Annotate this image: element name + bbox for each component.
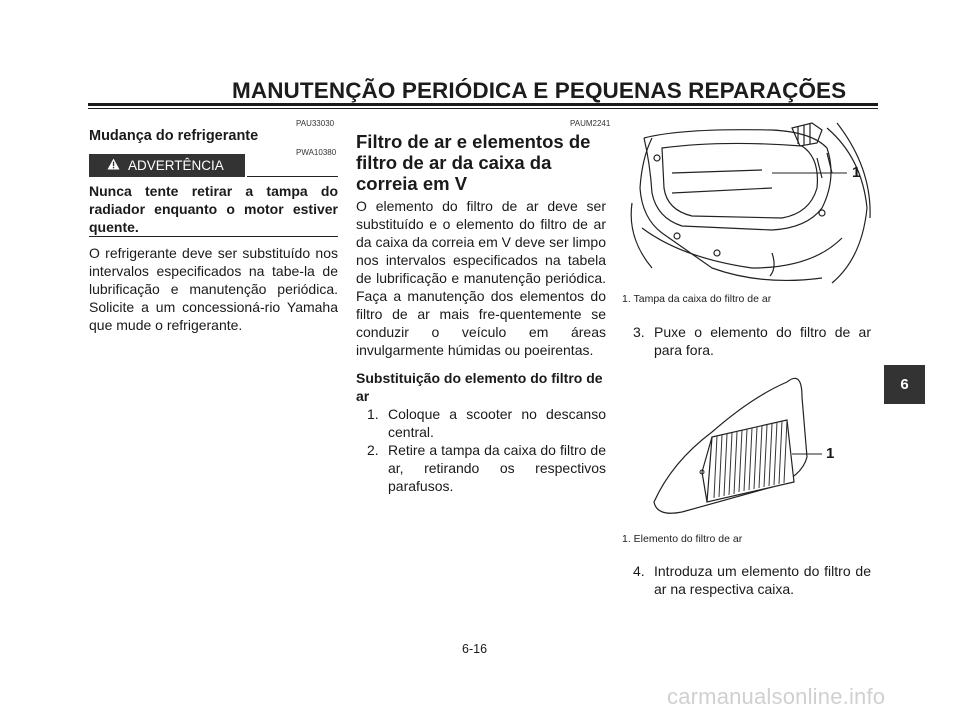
section-code: PAUM2241 [570, 119, 611, 128]
subsection-heading: Substituição do elemento do filtro de ar [356, 370, 603, 404]
step-number: 1. [367, 406, 379, 422]
scooter-drawing [622, 118, 872, 286]
section-heading: Mudança do refrigerante [89, 128, 259, 144]
chapter-tab: 6 [884, 365, 925, 404]
header-rule-thin [88, 108, 878, 109]
air-filter-body-text: O elemento do filtro de ar deve ser substituído e o elemento do filtro de ar da caixa da correia em V deve ser limpo nos intervalos especificados na tabela de lubrificação e manutenção periódica. Faça a manutenção dos elementos do filtro de ar mais fre-quentemente se conduzir o veículo em áreas invulgarmente húmidas ou poeirentas. [356, 198, 606, 358]
warning-label: ADVERTÊNCIA [128, 158, 224, 173]
figure-caption: 1. Elemento do filtro de ar [622, 533, 743, 545]
step-item [633, 562, 871, 598]
figure-air-filter-case-cover [622, 118, 872, 286]
step-text: Introduza um elemento do filtro de ar na respectiva caixa. [654, 563, 871, 597]
figure-caption: 1. Tampa da caixa do filtro de ar [622, 293, 772, 305]
step-text: Retire a tampa da caixa do filtro de ar, retirando os respectivos parafusos. [388, 442, 606, 494]
step-item [367, 441, 606, 495]
page-header-title: MANUTENÇÃO PERIÓDICA E PEQUENAS REPARAÇÕES [232, 78, 847, 103]
step-number: 2. [367, 442, 379, 458]
step-text: Puxe o elemento do filtro de ar para fora. [654, 324, 871, 358]
page-number: 6-16 [462, 642, 488, 656]
coolant-body-text: O refrigerante deve ser substituído nos intervalos especificados na tabe-la de lubrificação e manutenção periódica. Solicite a um concessioná-rio Yamaha que mude o refrigerante. [89, 245, 338, 333]
callout-number: 1 [826, 445, 835, 462]
callout-number: 1 [852, 164, 861, 181]
header-rule [88, 103, 878, 106]
figure-air-filter-element [622, 362, 872, 522]
warning-bottom-rule [89, 236, 338, 237]
warning-rule [247, 176, 338, 177]
filter-element-drawing [622, 362, 872, 522]
section-code: PAU33030 [296, 119, 335, 128]
warning-badge [89, 154, 245, 177]
section-title: Filtro de ar e elementos de filtro de ar da caixa da correia em V [356, 131, 591, 194]
step-item [367, 405, 606, 441]
step-item [633, 323, 871, 359]
step-number: 3. [633, 324, 645, 340]
warning-code: PWA10380 [296, 148, 337, 157]
watermark: carmanualsonline.info [667, 684, 886, 709]
step-number: 4. [633, 563, 645, 579]
warning-triangle-icon [107, 158, 120, 173]
warning-text: Nunca tente retirar a tampa do radiador enquanto o motor estiver quente. [89, 183, 338, 235]
step-text: Coloque a scooter no descanso central. [388, 406, 606, 440]
